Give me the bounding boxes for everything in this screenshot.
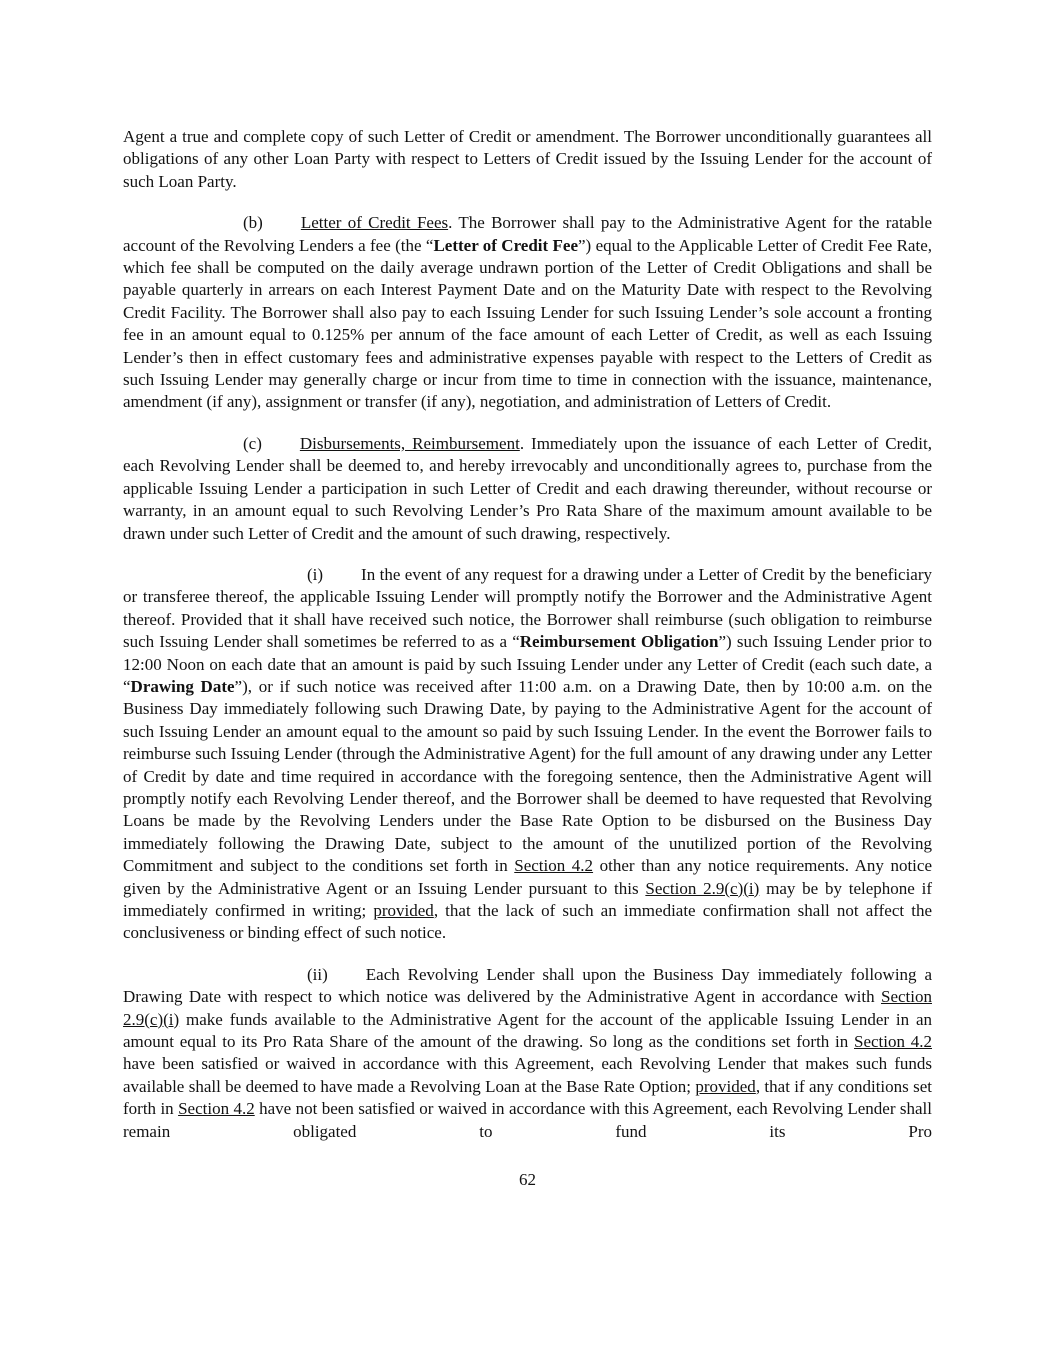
paragraph-continuation <box>123 126 932 193</box>
text-run: (ii) <box>307 964 328 984</box>
text-run: . The Borrower shall pay to the Administrative Agent for the ratable account of the Revolving Lenders a fee (the “ <box>123 213 932 255</box>
underlined-text: provided <box>695 1076 756 1096</box>
underlined-text: Section 4.2 <box>854 1032 932 1052</box>
tab-space <box>262 433 300 455</box>
text-run: , that the lack of such an immediate confirmation shall not affect the conclusiveness or binding effect of such notice. <box>123 901 932 943</box>
paragraph-i-drawing-notice <box>123 564 932 945</box>
bold-term: Letter of Credit Fee <box>433 235 579 255</box>
text-run: ”) such Issuing Lender prior to 12:00 Noon on each date that an amount is paid by such Issuing Lender under any Letter of Credit (each such date, a “ <box>123 632 932 696</box>
text-run: ”) equal to the Applicable Letter of Credit Fee Rate, which fee shall be computed on the daily average undrawn portion of the Letter of Credit Obligations and shall be payable quarterly in arrears on each Interest Payment Date and on the Maturity Date with respect to the Revolving Credit Facility. The Borrower shall also pay to each Issuing Lender for such Issuing Lender’s sole account a fronting fee in an amount equal to 0.125% per annum of the face amount of each Letter of Credit, as well as each Issuing Lender’s then in effect customary fees and administrative expenses payable with respect to the Letters of Credit as such Issuing Lender may generally charge or incur from time to time in connection with the issuance, maintenance, amendment (if any), assignment or transfer (if any), negotiation, and administration of Letters of Credit. <box>123 235 932 412</box>
text-run: (i) <box>307 564 324 584</box>
text-run: have not been satisfied or waived in accordance with this Agreement, each Revolving Lender shall remain obligated to fund its Pro <box>123 1099 932 1141</box>
underlined-text: Section 2.9(c)(i) <box>645 878 760 898</box>
underlined-text: provided <box>373 901 434 920</box>
underlined-text: Section 2.9(c)(i) <box>123 987 932 1029</box>
underlined-text: Section 4.2 <box>178 1099 255 1119</box>
text-run: Agent a true and complete copy of such Letter of Credit or amendment. The Borrower unconditionally guarantees all obligations of any other Loan Party with respect to Letters of Credit issued by the Issuing Lender for the account of such Loan Party. <box>123 127 932 191</box>
text-run: . Immediately upon the issuance of each Letter of Credit, each Revolving Lender shall be deemed to, and hereby irrevocably and unconditionally agrees to, purchase from the applicable Issuing Lender a participation in such Letter of Credit and each drawing thereunder, without recourse or warranty, in an amount equal to such Revolving Lender’s Pro Rata Share of the maximum amount available to be drawn under such Letter of Credit and the amount of such drawing, respectively. <box>123 433 932 543</box>
underlined-text: Disbursements, Reimbursement <box>299 433 520 453</box>
page-footer <box>123 1169 932 1191</box>
bold-term: Drawing Date <box>130 676 235 696</box>
page-number: 62 <box>519 1170 536 1190</box>
tab-space <box>328 964 366 986</box>
text-run: may be by telephone if immediately confirmed in writing; <box>123 878 933 920</box>
text-run: other than any notice requirements. Any notice given by the Administrative Agent or an Issuing Lender pursuant to this <box>123 856 932 898</box>
tab-space <box>263 212 301 234</box>
bold-term: Reimbursement Obligation <box>519 632 719 652</box>
paragraph-c-disbursements-reimbursement <box>123 433 932 545</box>
underlined-text: Letter of Credit Fees <box>300 213 449 233</box>
paragraph-ii-lender-funding <box>123 964 932 1143</box>
underlined-text: Section 4.2 <box>514 856 594 876</box>
text-run: have been satisfied or waived in accordance with this Agreement, each Revolving Lender that makes such funds available shall be deemed to have made a Revolving Loan at the Base Rate Option; <box>123 1054 932 1096</box>
paragraph-b-letter-of-credit-fees <box>123 212 932 414</box>
text-run: (c) <box>243 433 262 453</box>
text-run: make funds available to the Administrative Agent for the account of the applicable Issuing Lender in an amount equal to its Pro Rata Share of the amount of the drawing. So long as the conditions set forth in <box>123 1009 932 1052</box>
text-run: , that if any conditions set forth in <box>123 1076 932 1119</box>
text-run: (b) <box>243 213 263 233</box>
document-body <box>123 126 932 1143</box>
text-run: In the event of any request for a drawing under a Letter of Credit by the beneficiary or transferee thereof, the applicable Issuing Lender will promptly notify the Borrower and the Administrative Agent thereof. Provided that it shall have received such notice, the Borrower shall reimburse (such obligation to reimburse such Issuing Lender shall sometimes be referred to as a “ <box>123 564 932 652</box>
text-run: Each Revolving Lender shall upon the Business Day immediately following a Drawing Date with respect to which notice was delivered by the Administrative Agent in accordance with <box>123 964 932 1007</box>
tab-space <box>323 564 361 586</box>
text-run: ”), or if such notice was received after 11:00 a.m. on a Drawing Date, then by 10:00 a.m. on the Business Day immediately following such Drawing Date, by paying to the Administrative Agent for the account of such Issuing Lender an amount equal to the amount so paid by such Issuing Lender. In the event the Borrower fails to reimburse such Issuing Lender (through the Administrative Agent) for the full amount of any drawing under any Letter of Credit by date and time required in accordance with the foregoing sentence, then the Administrative Agent will promptly notify each Revolving Lender thereof, and the Borrower shall be deemed to have requested that Revolving Loans be made by the Revolving Lenders under the Base Rate Option to be disbursed on the Business Day immediately following the Drawing Date, subject to the amount of the unutilized portion of the Revolving Commitment and subject to the conditions set forth in <box>123 676 932 876</box>
